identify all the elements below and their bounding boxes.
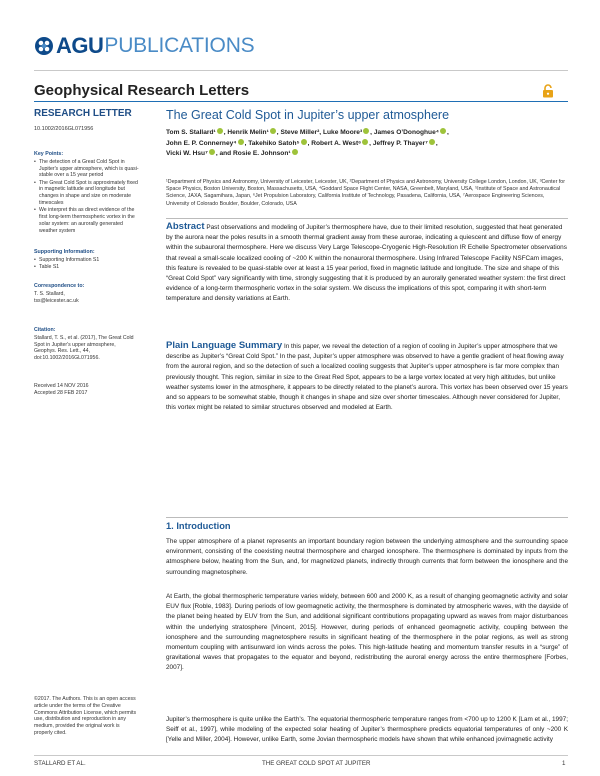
correspondence-heading: Correspondence to: [34, 283, 85, 289]
orcid-icon[interactable] [238, 139, 244, 145]
author[interactable]: , Jeffrey P. Thayer⁷ [369, 139, 428, 147]
intro-divider [166, 517, 568, 518]
author-list: Tom S. Stallard¹ , Henrik Melin¹ , Steve Miller², Luke Moore³ , James O’Donoghue⁴ , John E. P. Connerney⁴ , Takehiko Satoh⁵ , Robert A. West⁶ , Jeffrey P. Thayer⁷ , Vicki W. Hsu⁷ , and Rosie E. Johnson¹ [166, 129, 449, 157]
author[interactable]: Vicki W. Hsu⁷ [166, 150, 208, 157]
footer-authors: STALLARD ET AL. [34, 760, 86, 767]
author[interactable]: , James O’Donoghue⁴ [370, 129, 440, 136]
orcid-icon[interactable] [363, 128, 369, 134]
orcid-icon[interactable] [217, 128, 223, 134]
pls-heading: Plain Language Summary [166, 340, 283, 351]
accepted-date: Accepted 28 FEB 2017 [34, 389, 88, 396]
footer-running-title: THE GREAT COLD SPOT AT JUPITER [262, 760, 371, 767]
citation-heading: Citation: [34, 327, 56, 333]
author[interactable]: , Takehiko Satoh⁵ [244, 139, 300, 147]
author[interactable]: , and Rosie E. Johnson¹ [215, 150, 291, 157]
plain-language-summary [166, 341, 568, 413]
key-point: • The Great Cold Spot is approximately fixed in magnetic latitude and longitude but changes in shape and size on moderate timescales [39, 180, 139, 207]
logo-agu-text: AGU [56, 33, 104, 58]
intro-paragraph: The upper atmosphere of a planet represents an important boundary region between the underlying atmosphere and the surrounding space environment, consisting of the coexisting neutral thermosphere and charged ionosphere. The thermosphere is dominated by inputs from the atmosphere below, heating from the Sun, and, for magnetized planets, indirectly through currents that form between the ionosphere and the surrounding magnetosphere. [166, 538, 568, 576]
correspondence-name: T. S. Stallard, [34, 290, 65, 297]
page-number: 1 [562, 760, 566, 767]
intro-paragraph: At Earth, the global thermospheric temperature varies widely, between 600 and 2000 K, as a result of changing geomagnetic activity and solar EUV flux [Roble, 1983]. During periods of low geomagnetic activity, the thermosphere is dominated by atmospheric waves, with the dayside of the planet being heated by EUV from the Sun, and additional significant contributions propagating upward as waves from major disturbances within the underlying stratosphere [Vincent, 2015]. However, during periods of enhanced geomagnetic activity, coupling between the ionosphere and the surrounding magnetosphere results in significant heating of the thermosphere in the polar regions, as well as strong momentum coupling with antisunward ion winds across the poles. This high-latitude heating and momentum transfer results in a “surge” of gravitational waves that propagates to the equator and beyond, redistributing the auroral energy across the entire thermosphere [Forbes, 2007]. [166, 593, 568, 672]
agu-publications-logo [34, 33, 255, 58]
doi-link[interactable]: 10.1002/2016GL071956 [34, 126, 94, 132]
orcid-icon[interactable] [301, 139, 307, 145]
intro-paragraph: Jupiter’s thermosphere is quite unlike the Earth’s. The equatorial thermospheric temperature ranges from <700 up to 1200 K [Lam et al., 1997; Seiff et al., 1997], while modeling of the expected solar heating of Jupiter’s thermosphere predicts equatorial temperatures of only ~200 K [Yelle and Miller, 2004]. However, unlike Earth, some Jovian thermospheric models have shown that while enhanced jovimagnetic activity [166, 716, 568, 744]
supporting-information [34, 249, 139, 271]
dates [34, 383, 139, 397]
citation [34, 327, 139, 362]
orcid-icon[interactable] [270, 128, 276, 134]
supporting-heading: Supporting Information: [34, 249, 95, 255]
agu-globe-icon [34, 36, 54, 56]
header-divider [34, 70, 568, 71]
supporting-item[interactable]: • Supporting Information S1 [39, 257, 139, 264]
section-heading-introduction: 1. Introduction [166, 521, 231, 531]
key-points-heading: Key Points: [34, 151, 64, 157]
orcid-icon[interactable] [292, 149, 298, 155]
affiliations-divider [166, 218, 568, 219]
journal-title: Geophysical Research Letters [34, 82, 250, 99]
pls-text: In this paper, we reveal the detection of a region of cooling in Jupiter’s upper atmosphere that we describe as Jupiter’s “Great Cold Spot.” In the past, Jupiter’s upper atmosphere was observed to have a gentle gradient of heat flowing away from the auroral region, and so the detection of such a localized cooling suggests that Jupiter’s upper atmosphere is far more complex than previously thought. This region, similar in size to the Great Red Spot, appears to be a large vortex located at very high altitudes, but unlike weather systems lower in the atmosphere, it appears to be directly related to the planet’s aurora. This vortex has been observed over 15 years and so appears to be somewhat stable, though it changes in shape and size over shorter timescales. Although never considered for Jupiter, this vortex might be related to similar structures observed and modeled at Earth. [166, 343, 568, 412]
supporting-item[interactable]: • Table S1 [39, 264, 139, 271]
abstract-text: Past observations and modeling of Jupiter’s thermosphere have, due to their limited resolution, suggested that heat generated by the aurora near the poles results in a smooth thermal gradient away from these aurorae, indicating a quiescent and diffuse flow of energy within the subauroral thermosphere. Here we discuss Very Large Telescope-Cryogenic High-Resolution IR Echelle Spectrometer observations that reveal a small-scale localized cooling of ~200 K within the nonauroral thermosphere. Using Infrared Telescope Facility NSFCam images, this feature is revealed to be quasi-stable over at least a 15 year period, fixed in magnetic latitude and longitude. The size and shape of this “Great Cold Spot” vary significantly with time, strongly suggesting that it is produced by an aurorally generated weather system: the first direct evidence of a long-term thermospheric vortex in the solar system. We discuss the implications of this spot, comparing it with short-term temperature and density variations at Earth. [166, 224, 567, 303]
article-type: RESEARCH LETTER [34, 108, 132, 119]
abstract [166, 222, 568, 305]
author[interactable]: , Henrik Melin¹ [223, 129, 269, 136]
article-title: The Great Cold Spot in Jupiter’s upper atmosphere [166, 108, 450, 122]
orcid-icon[interactable] [429, 139, 435, 145]
author[interactable]: Tom S. Stallard¹ [166, 129, 216, 136]
key-point: • We interpret this as direct evidence of the first long-term thermospheric vortex in the solar system: an aurorally generated weather system [39, 207, 139, 234]
affiliations: ¹Department of Physics and Astronomy, University of Leicester, Leicester, UK, ²Department of Physics and Astronomy, University College London, London, UK, ³Center for Space Physics, Boston University, Boston, Massachusetts, USA, ⁴Goddard Space Flight Center, NASA, Greenbelt, Maryland, USA, ⁵Institute of Space and Astronautical Science, JAXA, Sagamihara, Japan, ⁶Jet Propulsion Laboratory, California Institute of Technology, Pasadena, California, USA, ⁷Aerospace Engineering Sciences, University of Colorado Boulder, Boulder, Colorado, USA [166, 179, 566, 207]
journal-divider [34, 101, 568, 102]
key-points [34, 151, 139, 235]
correspondence-email[interactable]: tss@leicester.ac.uk [34, 297, 79, 304]
correspondence [34, 283, 139, 304]
abstract-heading: Abstract [166, 221, 205, 232]
author[interactable]: , Steve Miller², Luke Moore³ [276, 129, 363, 136]
author[interactable]: , Robert A. West⁶ [307, 139, 362, 147]
logo-publications-text: PUBLICATIONS [104, 34, 255, 57]
received-date: Received 14 NOV 2016 [34, 383, 89, 389]
author[interactable]: John E. P. Connerney⁴ [166, 139, 237, 147]
copyright-notice: ©2017. The Authors. This is an open access article under the terms of the Creative Commons Attribution License, which permits use, distribution and reproduction in any medium, provided the original work is properly cited. [34, 696, 137, 736]
open-access-lock-icon [541, 84, 555, 98]
citation-text: Stallard, T. S., et al. (2017), The Great Cold Spot in Jupiter's upper atmosphere, Geophys. Res. Lett., 44, doi:10.1002/2016GL071956. [34, 334, 134, 362]
orcid-icon[interactable] [362, 139, 368, 145]
key-point: • The detection of a Great Cold Spot in Jupiter's upper atmosphere, which is quasi-stable over a 15 year period [39, 159, 139, 179]
orcid-icon[interactable] [440, 128, 446, 134]
orcid-icon[interactable] [209, 149, 215, 155]
footer-divider [34, 755, 568, 756]
